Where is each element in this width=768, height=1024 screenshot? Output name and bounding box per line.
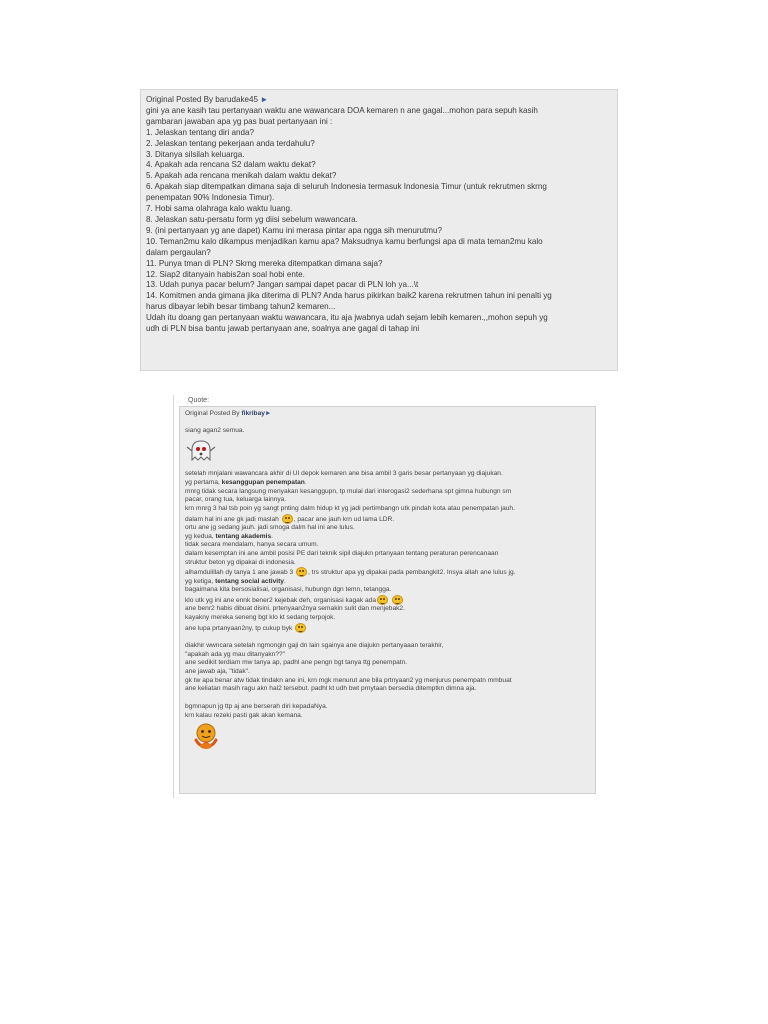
ghost-emoticon-icon (186, 438, 216, 464)
quote-paragraph: krn mnrg 3 hal tsb poin yg sangt pnting dalm hidup kt yg jadi pertimbangn utk pindah kota atau penempatan jauh. (185, 504, 515, 512)
quote-paragraph: "apakah ada yg mau ditanyakn??" (185, 650, 285, 658)
quote-paragraph: ane lupa prtanyaan2ny, tp cukup byk (185, 623, 591, 633)
quote-paragraph: gk tw apa benar atw tidak tindakn ane ini, krn mgk menurut ane bila prtnyaan2 yg menjurus penempatn mmbuat (185, 676, 512, 684)
bold-heading: tentang social activity (215, 577, 284, 585)
sweat-emoticon-icon (392, 595, 403, 605)
quote-paragraph: struktur beton yg dipakai di indonesia. (185, 558, 296, 566)
quote-label: Quote: (188, 397, 210, 404)
quote-paragraph: pacar, orang tua, keluarga lainnya. (185, 496, 287, 504)
quote-paragraph: alhamdulillah dy tanya 1 ane jawab 3 , trs struktur apa yg dipakai pada pembangkit2. Insya allah ane lulus jg. (185, 569, 516, 577)
post-line: dalam pergaulan? (146, 247, 211, 257)
quote-header (185, 410, 591, 419)
post-line: 12. Siap2 ditanyain habis2an soal hobi ente. (146, 269, 305, 279)
bold-heading: kesanggupan penempatan (221, 478, 305, 486)
quote-paragraph: ane jawab aja, "tidak". (185, 668, 250, 676)
quote-paragraph: ane keliatan masih ragu akn hal2 tersebut. padhl kt udh bwt prnytaan bersedia ditemptkn dimna aja. (185, 685, 477, 693)
post-line: 3. Ditanya silsilah keluarga. (146, 149, 245, 159)
smile-emoticon-icon (296, 567, 307, 577)
post-line: gini ya ane kasih tau pertanyaan waktu ane wawancara DOA kemaren n ane gagal...mohon para sepuh kasih (146, 105, 538, 115)
post-header (146, 95, 613, 106)
post-line: harus dibayar lebih besar timbang tahun2 kemaren... (146, 302, 336, 312)
post-line: 13. Udah punya pacar belum? Jangan sampai dapet pacar di PLN loh ya...\t (146, 280, 419, 290)
quote-paragraph: setelah mnjalani wawancara akhir di UI depok kemaren ane bisa ambil 3 garis besar pertanyaan yg diajukan. (185, 470, 503, 478)
quote-paragraph: ane benr2 habis dibuat disini. prtenyaan2nya semakin sulit dan menjebak2. (185, 605, 405, 613)
quote-paragraph: yg ketiga, tentang social activity. (185, 577, 286, 585)
laugh-emoticon-icon (377, 595, 388, 605)
post-line: 9. (ini pertanyaan yg ane dapet) Kamu ini merasa pintar apa ngga sih menurutmu? (146, 225, 443, 235)
quote-paragraph: krn kalau rezeki pasti gak akan kemana. (185, 711, 303, 719)
grin-emoticon-icon (282, 514, 293, 524)
post-line: 11. Punya tman di PLN? Skrng mereka ditempatkan dimana saja? (146, 258, 383, 268)
quote-paragraph: ane sedikit terdiam mw tanya ap, padhl ane pengn bgt tanya ttg penempatn. (185, 659, 408, 667)
post-body (146, 106, 613, 335)
post-line: udh di PLN bisa bantu jawab pertanyaan ane, soalnya ane gagal di tahap ini (146, 324, 420, 334)
greeting-text: siang agan2 semua. (185, 426, 245, 434)
post-line: 2. Jelaskan tentang pekerjaan anda terdahulu? (146, 138, 315, 148)
posted-by-prefix: Original Posted By (185, 410, 240, 417)
post-line: 1. Jelaskan tentang diri anda? (146, 127, 254, 137)
quote-paragraph: yg pertama, kesanggupan penempatan. (185, 478, 307, 486)
hug-emoticon-icon (191, 722, 221, 750)
tongue-emoticon-icon (295, 623, 306, 633)
post-line: 4. Apakah ada rencana S2 dalam waktu dekat? (146, 160, 316, 170)
username-link[interactable]: barudake45 (215, 95, 259, 104)
quote-paragraph: bagaimana kita bersosialisai, organisasi, hubungn dgn temn, tetangga. (185, 586, 392, 594)
view-post-arrow-icon[interactable]: ► (260, 95, 269, 104)
quote-box (179, 406, 596, 794)
quote-block (173, 395, 597, 798)
quote-paragraph: klo utk yg ini ane ennk bener2 kejebak deh, organisasi kagak ada (185, 595, 591, 605)
quote-paragraph: kayakny mereka seneng bgt klo kt sedang terpojok. (185, 614, 336, 622)
quote-paragraph: yg kedua, tentang akademis. (185, 532, 273, 540)
quote-paragraph: dalam hal ini ane gk jadi maslah , pacar ane jauh krn ud lama LDR. (185, 515, 395, 523)
quote-paragraph: bgmnapun jg ttp aj ane berserah diri kepadaNya. (185, 703, 328, 711)
post-line: 5. Apakah ada rencana menikah dalam waktu dekat? (146, 171, 337, 181)
quote-paragraph: tidak secara mendalam, hanya secara umum. (185, 541, 319, 549)
post-line: gambaran jawaban apa yg pas buat pertanyaan ini : (146, 116, 333, 126)
original-post (140, 89, 618, 371)
post-line: 7. Hobi sama olahraga kalo waktu luang. (146, 204, 293, 214)
quote-paragraph: diakhir wwncara setelah ngmongin gaji dn lain sgainya ane diajukn pertanyaaan terakhir, (185, 642, 444, 650)
post-line: Udah itu doang gan pertanyaan waktu wawancara, itu aja jwabnya udah sejam lebih kemaren.,,mohon sepuh yg (146, 313, 548, 323)
view-post-arrow-icon[interactable]: ► (264, 410, 272, 417)
post-line: 6. Apakah siap ditempatkan dimana saja di seluruh Indonesia termasuk Indonesia Timur (untuk rekrutmen skrng (146, 182, 547, 192)
quote-paragraph: ortu ane jg sedang jauh. jadi smoga dalm hal ini ane lulus. (185, 524, 355, 531)
post-line: 8. Jelaskan satu-persatu form yg diisi sebelum wawancara. (146, 214, 358, 224)
username-link[interactable]: fikribay (241, 410, 265, 417)
quote-paragraph: dalam kesemptan ini ane ambil posisi PE dari teknik sipil diajukn prtanyaan tentang peraturan perencanaan (185, 549, 499, 557)
post-line: 10. Teman2mu kalo dikampus menjadikan kamu apa? Maksudnya kamu berfungsi apa di mata teman2mu kalo (146, 236, 543, 246)
posted-by-prefix: Original Posted By (146, 95, 214, 104)
post-line: 14. Komitmen anda gimana jika diterima di PLN? Anda harus pikirkan baik2 karena rekrutmen tahun ini penalti yg (146, 291, 552, 301)
quote-paragraph: mnrg tidak secara langsung menyakan kesanggupn, tp mulai dari interogasi2 sederhana spt gimna hubungn sm (185, 487, 512, 495)
bold-heading: tentang akademis (215, 532, 272, 540)
post-line: penempatan 90% Indonesia Timur). (146, 193, 275, 203)
